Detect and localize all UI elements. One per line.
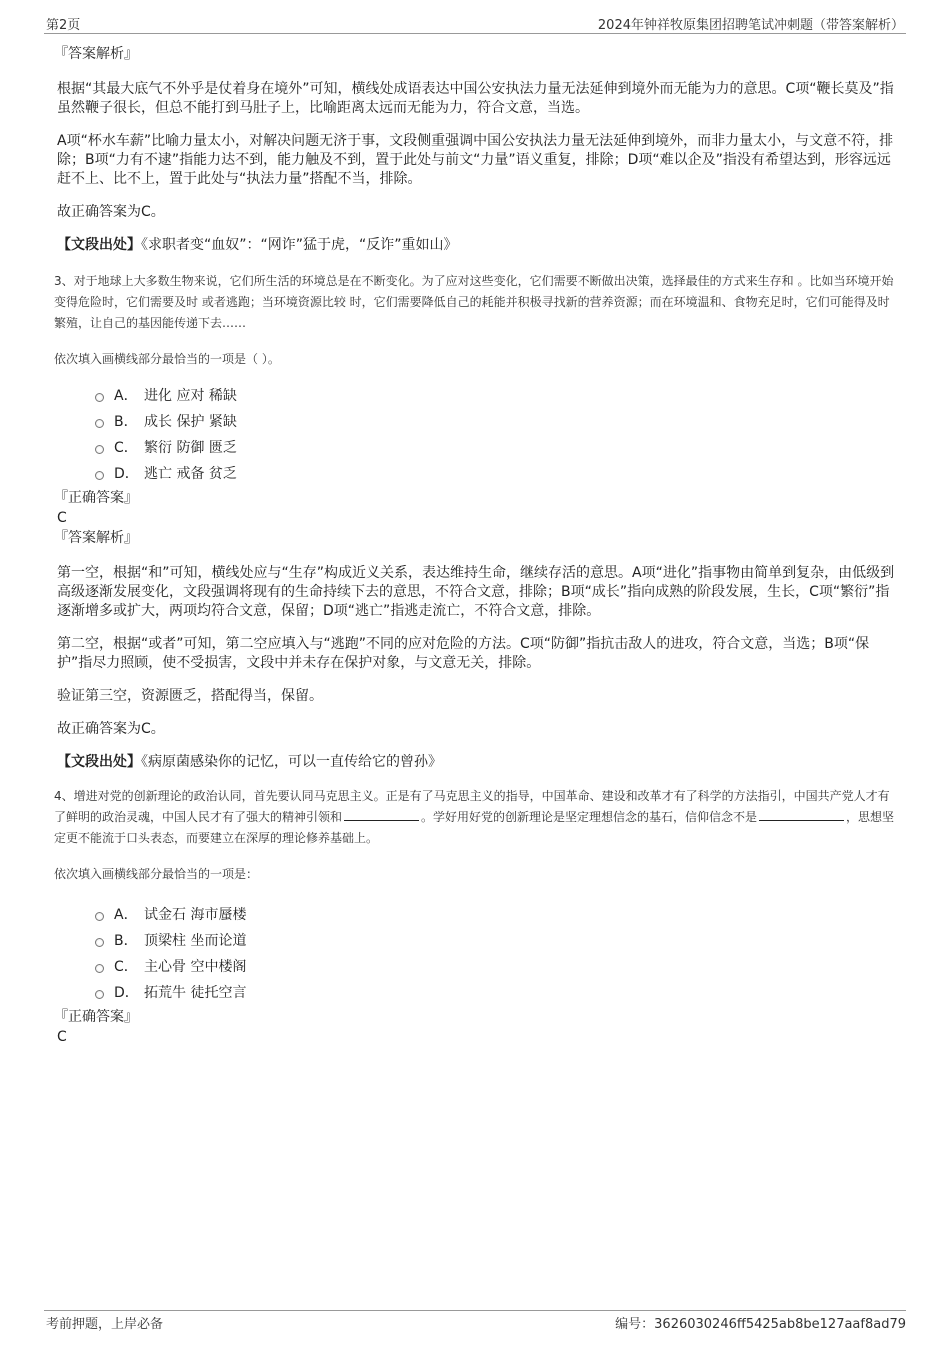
q3-answer: C <box>57 510 67 526</box>
q4-blank-2 <box>759 807 844 821</box>
radio-icon[interactable] <box>95 419 104 428</box>
q3-answer-label: 『正确答案』 <box>54 490 138 506</box>
q3-analysis-p3: 验证第三空，资源匮乏，搭配得当，保留。 <box>57 688 323 704</box>
q3-source <box>57 753 895 772</box>
q4-answer-label: 『正确答案』 <box>54 1009 138 1025</box>
q4-option-d[interactable]: D． 拓荒牛 徒托空言 <box>95 979 895 1005</box>
q4-option-a[interactable]: A． 试金石 海市蜃楼 <box>95 901 895 927</box>
q4-option-b[interactable]: B． 顶梁柱 坐而论道 <box>95 927 895 953</box>
radio-icon[interactable] <box>95 990 104 999</box>
q3-analysis-p1: 第一空，根据“和”可知，横线处应与“生存”构成近义关系，表达维持生命，继续存活的意思。A项“进化”指事物由简单到复杂，由低级到高级逐渐发展变化，文段强调将现有的生命持续下去的意思，不符合文意，排除；B项“成长”指向成熟的阶段发展，生长，C项“繁衍”指逐渐增多或扩大，两项均符合文意，保留；D项“逃亡”指逃走流亡，不符合文意，排除。 <box>57 565 895 619</box>
q3-option-b[interactable]: B． 成长 保护 紧缺 <box>95 408 895 434</box>
page-header <box>44 0 906 34</box>
radio-icon[interactable] <box>95 938 104 947</box>
q3-prompt: 依次填入画横线部分最恰当的一项是（ ）。 <box>54 352 280 366</box>
q4-blank-1 <box>344 807 419 821</box>
q3-option-c[interactable]: C． 繁衍 防御 匮乏 <box>95 434 895 460</box>
footer-serial: 编号：3626030246ff5425ab8be127aaf8ad79 <box>615 1317 906 1332</box>
q2-analysis-label: 『答案解析』 <box>54 46 138 62</box>
radio-icon[interactable] <box>95 393 104 402</box>
q4-stem: 4、增进对党的创新理论的政治认同，首先要认同马克思主义。正是有了马克思主义的指导，中国革命、建设和改革才有了科学的方法指引，中国共产党人才有了鲜明的政治灵魂，中国人民才有了强大的精神引领和 。学好用好党的创新理论是坚定理想信念的基石，信仰信念不是 ，思想坚定更不能流于口头表态，而要建立在深厚的理论修养基础上。 <box>54 789 895 845</box>
radio-icon[interactable] <box>95 445 104 454</box>
footer-slogan: 考前押题，上岸必备 <box>46 1317 164 1332</box>
q2-analysis-p3: 故正确答案为C。 <box>57 204 165 220</box>
q3-source-label: 【文段出处】 <box>57 754 141 770</box>
q3-option-d[interactable]: D． 逃亡 戒备 贫乏 <box>95 460 895 486</box>
radio-icon[interactable] <box>95 912 104 921</box>
q3-options <box>95 382 895 486</box>
q4-option-c[interactable]: C． 主心骨 空中楼阁 <box>95 953 895 979</box>
radio-icon[interactable] <box>95 964 104 973</box>
q2-analysis-p2: A项“杯水车薪”比喻力量太小，对解决问题无济于事，文段侧重强调中国公安执法力量无法延伸到境外，而非力量太小，与文意不符，排除；B项“力有不逮”指能力达不到，能力触及不到，置于此处与前文“力量”语义重复，排除；D项“难以企及”指没有希望达到，形容远远赶不上、比不上，置于此处与“执法力量”搭配不当，排除。 <box>57 133 894 187</box>
q3-analysis-p2: 第二空，根据“或者”可知，第二空应填入与“逃跑”不同的应对危险的方法。C项“防御”指抗击敌人的进攻，符合文意，当选；B项“保护”指尽力照顾，使不受损害，文段中并未存在保护对象，与文意无关，排除。 <box>57 636 870 671</box>
page-number: 第2页 <box>46 18 81 33</box>
q3-analysis-p4: 故正确答案为C。 <box>57 721 165 737</box>
q4-options <box>95 901 895 1005</box>
q3-source-text: 《病原菌感染你的记忆，可以一直传给它的曾孙》 <box>141 754 442 770</box>
q4-prompt: 依次填入画横线部分最恰当的一项是： <box>54 867 259 881</box>
q3-stem: 3、对于地球上大多数生物来说，它们所生活的环境总是在不断变化。为了应对这些变化，它们需要不断做出决策，选择最佳的方式来生存和 。比如当环境开始变得危险时，它们需要及时 或者逃跑；当环境资源比较 时，它们需要降低自己的耗能并积极寻找新的营养资源；而在环境温和、食物充足时，它们可能得及时繁殖，让自己的基因能传递下去…… <box>54 274 894 330</box>
q2-source-text: 《求职者变“血奴”：“网诈”猛于虎，“反诈”重如山》 <box>141 237 458 253</box>
radio-icon[interactable] <box>95 471 104 480</box>
q2-source <box>57 236 895 255</box>
q2-source-label: 【文段出处】 <box>57 237 141 253</box>
q2-analysis-p1: 根据“其最大底气不外乎是仗着身在境外”可知，横线处成语表达中国公安执法力量无法延伸到境外而无能为力的意思。C项“鞭长莫及”指虽然鞭子很长，但总不能打到马肚子上，比喻距离太远而无能为力，符合文意，当选。 <box>57 81 894 116</box>
q3-analysis-label: 『答案解析』 <box>54 530 138 546</box>
page-footer <box>44 1310 906 1332</box>
document-title: 2024年钟祥牧原集团招聘笔试冲刺题（带答案解析） <box>597 18 904 33</box>
content <box>54 44 895 1047</box>
q4-answer: C <box>57 1029 67 1045</box>
q3-option-a[interactable]: A． 进化 应对 稀缺 <box>95 382 895 408</box>
